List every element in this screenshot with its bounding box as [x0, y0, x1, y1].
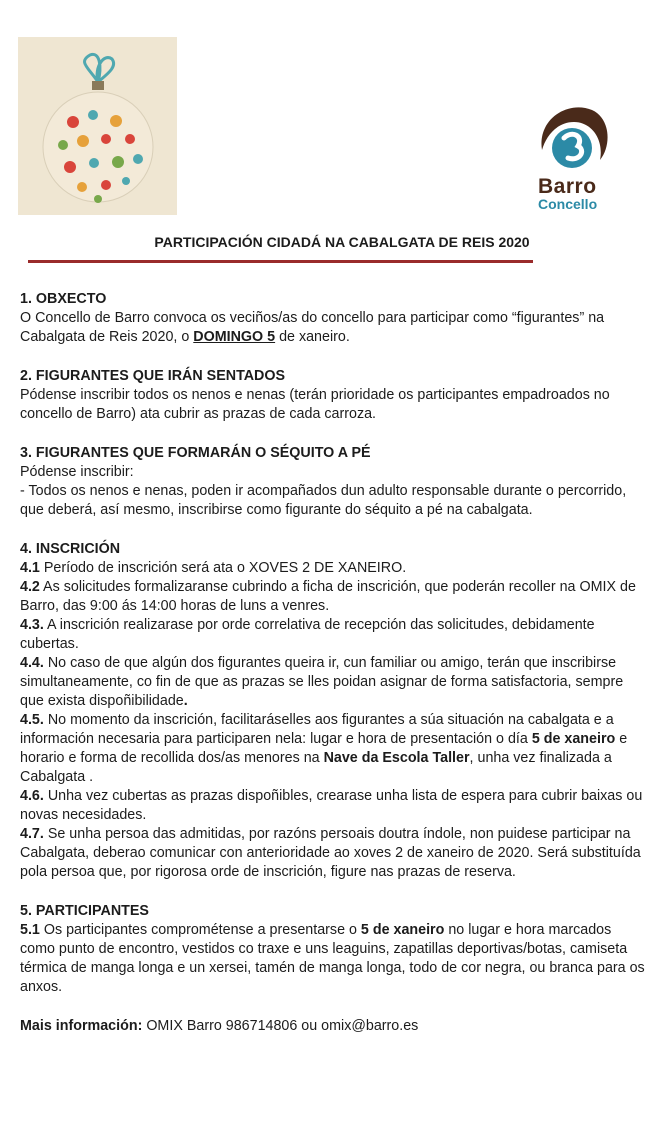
clause-4-5	[20, 711, 650, 787]
section-participantes	[20, 902, 650, 997]
clause-text: no lugar e hora marcados como punto de encontro, vestidos co traxe e uns leaguins, zapatillas deportivas/botas, camiseta térmica de manga longa e un xersei, tamén de manga longa, todo de cor negra, ou branca para os anxos.	[20, 922, 645, 995]
section-text: Pódense inscribir todos os nenos e nenas (terán prioridade os participantes empadroados no concello de Barro) ata cubrir as prazas de cada carroza.	[20, 387, 610, 422]
section-obxecto	[20, 290, 650, 347]
contact-info: OMIX Barro 986714806 ou omix@barro.es	[142, 1018, 419, 1034]
text-run: de xaneiro.	[275, 329, 350, 345]
document-title: PARTICIPACIÓN CIDADÁ NA CABALGATA DE REIS 2020	[154, 234, 530, 250]
text-run: O Concello de Barro convoca os veciños/as do concello para participar como “figurantes” na Cabalgata de Reis 2020, o	[20, 310, 605, 345]
section-text: Pódense inscribir:	[20, 464, 134, 480]
section-heading: 4. INSCRICIÓN	[20, 541, 121, 557]
section-text: - Todos os nenos e nenas, poden ir acompañados dun adulto responsable durante o percorrido, que deberá, así mesmo, inscribirse como figurante do séquito a pé na cabalgata.	[20, 483, 627, 518]
clause-number: 4.3.	[20, 617, 44, 633]
section-sequito-a-pe	[20, 444, 650, 520]
clause-text: As solicitudes formalizaranse cubrindo a ficha de inscrición, que poderán recoller na OMIX de Barro, das 9:00 ás 14:00 horas de luns a venres.	[20, 579, 636, 614]
date-emphasis: 5 de xaneiro	[360, 922, 445, 938]
place-emphasis: Nave da Escola Taller	[323, 750, 470, 766]
clause-4-7	[20, 825, 650, 882]
title-divider	[28, 260, 533, 263]
clause-text: Se unha persoa das admitidas, por razóns persoais doutra índole, non puidese participar na Cabalgata, deberao comunicar con anterioridade ao xoves 2 de xaneiro de 2020. Será substituída pola persoa que, por rigorosa orde de inscrición, figure nas prazas de reserva.	[20, 826, 641, 880]
section-heading: 3. FIGURANTES QUE FORMARÁN O SÉQUITO A PÉ	[20, 445, 371, 461]
clause-end: .	[183, 693, 188, 709]
section-heading: 2. FIGURANTES QUE IRÁN SENTADOS	[20, 368, 286, 384]
clause-4-4	[20, 654, 650, 711]
clause-4-6	[20, 787, 650, 825]
clause-text: No momento da inscrición, facilitaráselles aos figurantes a súa situación na cabalgata e a información necesaria para participaren nela: lugar e hora de presentación o día	[20, 712, 614, 747]
section-text	[20, 309, 650, 347]
clause-number: 4.6.	[20, 788, 44, 804]
christmas-ornament-icon	[18, 37, 177, 215]
clause-number: 4.5.	[20, 712, 44, 728]
section-figurantes-sentados	[20, 367, 650, 424]
clause-4-3	[20, 616, 650, 654]
clause-text: , unha vez finalizada a Cabalgata .	[20, 750, 612, 785]
clause-4-1	[20, 559, 650, 578]
clause-text: Os participantes comprométense a presentarse o	[39, 922, 361, 938]
date-emphasis: 5 de xaneiro	[531, 731, 616, 747]
clause-text: Unha vez cubertas as prazas dispoñibles, crearase unha lista de espera para cubrir baixas ou novas necesidades.	[20, 788, 643, 823]
logo-subtitle: Concello	[538, 196, 598, 212]
date-emphasis: DOMINGO 5	[193, 329, 276, 345]
more-information	[20, 1017, 650, 1036]
clause-text: Período de inscrición será ata o XOVES 2 DE XANEIRO.	[39, 560, 407, 576]
clause-number: 4.2	[20, 579, 40, 595]
section-inscricion	[20, 540, 650, 882]
clause-number: 4.7.	[20, 826, 44, 842]
clause-text: e horario e forma de recollida dos/as menores na	[20, 731, 628, 766]
clause-number: 4.4.	[20, 655, 44, 671]
clause-number: 4.1	[20, 560, 40, 576]
clause-number: 5.1	[20, 922, 40, 938]
clause-text: No caso de que algún dos figurantes queira ir, cun familiar ou amigo, terán que inscribirse simultaneamente, co fin de que as prazas se lles poidan asignar de forma satisfactoria, sempre que exista dispoñibilidade	[20, 655, 624, 709]
section-heading: 1. OBXECTO	[20, 291, 107, 307]
clause-4-2	[20, 578, 650, 616]
clause-text: A inscrición realizarase por orde correlativa de recepción das solicitudes, debidamente cubertas.	[20, 617, 595, 652]
clause-5-1	[20, 921, 650, 997]
more-info-label: Mais información:	[20, 1018, 143, 1034]
section-heading: 5. PARTICIPANTES	[20, 903, 149, 919]
logo-name: Barro	[538, 175, 597, 198]
document-body	[20, 290, 650, 1050]
